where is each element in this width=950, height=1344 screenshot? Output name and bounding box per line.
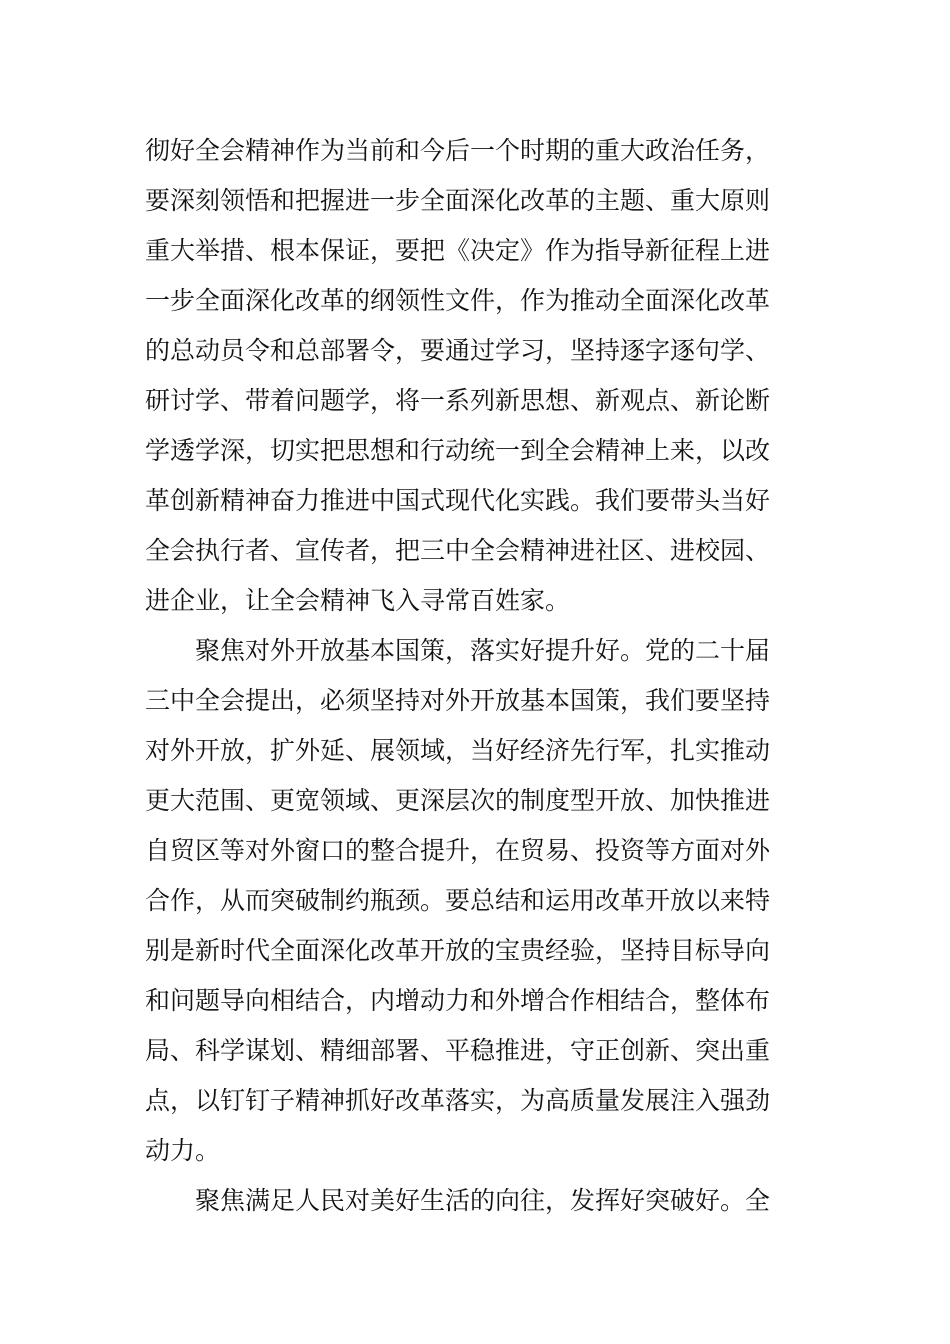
text-line: 对外开放，扩外延、展领域，当好经济先行军，扎实推动 bbox=[145, 736, 771, 765]
document-body bbox=[145, 126, 810, 1226]
text-line: 别是新时代全面深化改革开放的宝贵经验，坚持目标导向 bbox=[145, 936, 771, 965]
text-line: 三中全会提出，必须坚持对外开放基本国策，我们要坚持 bbox=[145, 686, 771, 715]
text-line: 点，以钉钉子精神抓好改革落实，为高质量发展注入强劲 bbox=[145, 1086, 771, 1115]
text-line: 学透学深，切实把思想和行动统一到全会精神上来，以改 bbox=[145, 436, 771, 465]
paragraph-first-line: 聚焦满足人民对美好生活的向往，发挥好突破好。全 bbox=[195, 1186, 771, 1215]
text-line: 的总动员令和总部署令，要通过学习，坚持逐字逐句学、 bbox=[145, 336, 771, 365]
text-line: 要深刻领悟和把握进一步全面深化改革的主题、重大原则 bbox=[145, 186, 771, 215]
text-line: 更大范围、更宽领域、更深层次的制度型开放、加快推进 bbox=[145, 786, 771, 815]
text-line: 局、科学谋划、精细部署、平稳推进，守正创新、突出重 bbox=[145, 1036, 771, 1065]
text-line: 彻好全会精神作为当前和今后一个时期的重大政治任务， bbox=[145, 136, 771, 165]
text-line: 重大举措、根本保证，要把《决定》作为指导新征程上进 bbox=[145, 236, 771, 265]
paragraph-first-line: 聚焦对外开放基本国策，落实好提升好。党的二十届 bbox=[195, 636, 771, 665]
text-line: 合作，从而突破制约瓶颈。要总结和运用改革开放以来特 bbox=[145, 886, 771, 915]
text-line: 动力。 bbox=[145, 1136, 221, 1165]
text-line: 自贸区等对外窗口的整合提升，在贸易、投资等方面对外 bbox=[145, 836, 771, 865]
text-line: 全会执行者、宣传者，把三中全会精神进社区、进校园、 bbox=[145, 536, 771, 565]
text-line: 研讨学、带着问题学，将一系列新思想、新观点、新论断 bbox=[145, 386, 771, 415]
text-line: 一步全面深化改革的纲领性文件，作为推动全面深化改革 bbox=[145, 286, 771, 315]
text-line: 革创新精神奋力推进中国式现代化实践。我们要带头当好 bbox=[145, 486, 771, 515]
text-line: 进企业，让全会精神飞入寻常百姓家。 bbox=[145, 586, 571, 615]
text-line: 和问题导向相结合，内增动力和外增合作相结合，整体布 bbox=[145, 986, 771, 1015]
